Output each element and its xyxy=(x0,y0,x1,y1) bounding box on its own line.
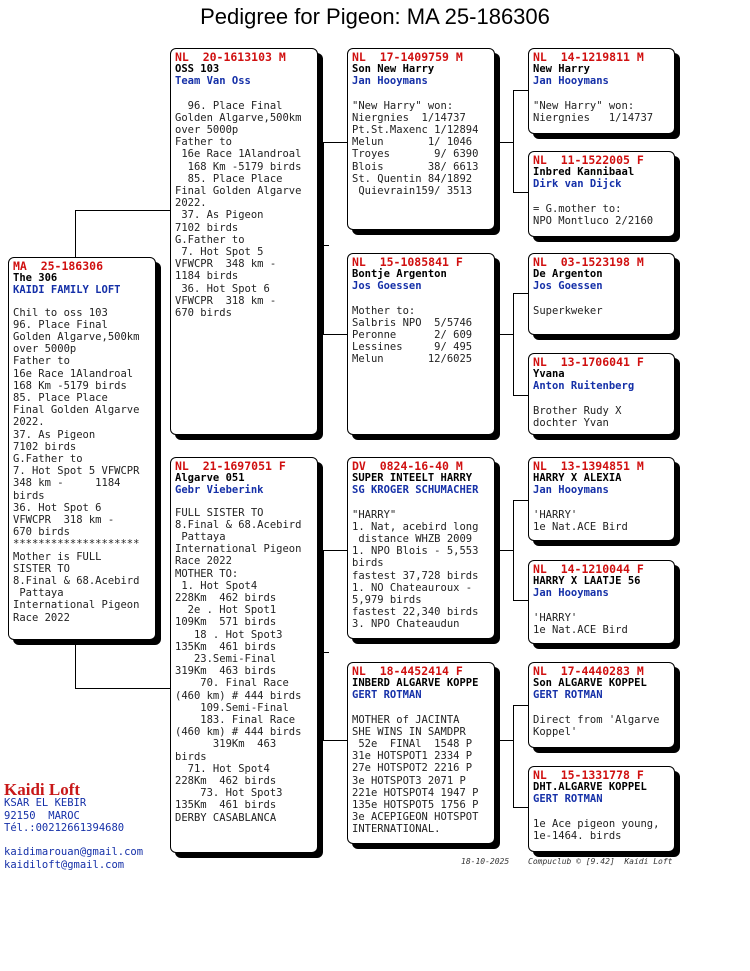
great-grandparent-ff-card[interactable] xyxy=(528,48,675,134)
ring-number: MA 25-186306 xyxy=(13,259,104,273)
connector-line xyxy=(323,334,348,335)
great-grandparent-mfm-card[interactable] xyxy=(528,560,675,644)
owner-name: Jan Hooymans xyxy=(352,75,428,88)
owner-name: GERT ROTMAN xyxy=(352,689,422,702)
owner-name: SG KROGER SCHUMACHER xyxy=(352,484,479,497)
pigeon-name: Son ALGARVE KOPPEL xyxy=(533,677,647,690)
owner-name: KAIDI FAMILY LOFT xyxy=(13,284,121,297)
pigeon-name: Inbred Kannibaal xyxy=(533,166,635,179)
maternal-grandmother-card[interactable] xyxy=(347,662,495,844)
great-grandparent-mff-card[interactable] xyxy=(528,457,675,541)
pigeon-notes: "New Harry" won: Niergnies 1/14737 xyxy=(533,99,654,124)
connector-line xyxy=(75,688,172,689)
connector-line xyxy=(513,705,528,706)
ring-number: NL 15-1331778 F xyxy=(533,768,644,782)
ring-number: NL 11-1522005 F xyxy=(533,153,644,167)
connector-line xyxy=(498,334,513,335)
father-pigeon-card[interactable] xyxy=(170,48,318,435)
software-credit: Compuclub © [9.42] Kaidi Loft xyxy=(528,857,673,866)
owner-name: GERT ROTMAN xyxy=(533,689,603,702)
great-grandparent-mmf-card[interactable] xyxy=(528,662,675,748)
pigeon-notes: = G.mother to: NPO Montluco 2/2160 xyxy=(533,202,654,227)
ring-number: NL 18-4452414 F xyxy=(352,664,463,678)
ring-number: NL 17-4440283 M xyxy=(533,664,644,678)
pigeon-notes: FULL SISTER TO 8.Final & 68.Acebird Pattaya International Pigeon Race 2022 MOTHER TO: 1. Hot Spot4 228Km 462 birds 2e . Hot Spot1 109Km 571 birds 18 . Hot Spot3 135Km 461 birds 23.Semi-Final 319Km 463 birds 70. Final Race (460 km) # 444 birds 109.Semi-Final 183. Final Race (460 km) # 444 birds 319Km 463 birds 71. Hot Spot4 228Km 462 birds 73. Hot Spot3 135Km 461 birds DERBY CASABLANCA xyxy=(175,506,302,824)
owner-name: Jan Hooymans xyxy=(533,484,609,497)
pigeon-notes: Direct from 'Algarve Koppel' xyxy=(533,713,660,738)
connector-line xyxy=(513,90,514,192)
pigeon-name: HARRY X ALEXIA xyxy=(533,472,622,485)
connector-line xyxy=(75,638,76,688)
owner-name: Gebr Vieberink xyxy=(175,484,264,497)
owner-name: Jos Goessen xyxy=(533,280,603,293)
owner-name: Team Van Oss xyxy=(175,75,251,88)
pigeon-name: De Argenton xyxy=(533,268,603,281)
connector-line xyxy=(513,293,514,395)
pigeon-name: New Harry xyxy=(533,63,590,76)
connector-line xyxy=(323,652,329,653)
pigeon-notes: Chil to oss 103 96. Place Final Golden Algarve,500km over 5000p Father to 16e Race 1Alandroal 168 Km -5179 birds 85. Place Place Final Golden Algarve 2022. 37. As Pigeon 7102 birds G.Father to 7. Hot Spot 5 VFWCPR 348 km - 1184 birds 36. Hot Spot 6 VFWCPR 318 km - 670 birds ******************** Mother is FULL SISTER TO 8.Final & 68.Acebird Pattaya International Pigeon Race 2022 xyxy=(13,306,140,624)
pigeon-notes: Superkweker xyxy=(533,304,603,317)
pigeon-name: OSS 103 xyxy=(175,63,220,76)
ring-number: NL 14-1210044 F xyxy=(533,562,644,576)
connector-line xyxy=(75,210,172,211)
pigeon-name: HARRY X LAATJE 56 xyxy=(533,575,641,588)
connector-line xyxy=(498,142,513,143)
owner-name: Jan Hooymans xyxy=(533,75,609,88)
mother-pigeon-card[interactable] xyxy=(170,457,318,853)
connector-line xyxy=(513,90,528,91)
connector-line xyxy=(323,142,324,334)
connector-line xyxy=(513,500,528,501)
connector-line xyxy=(513,705,514,807)
ring-number: NL 03-1523198 M xyxy=(533,255,644,269)
pigeon-notes: "HARRY" 1. Nat, acebird long distance WHZB 2009 1. NPO Blois - 5,553 birds fastest 37,728 birds 1. NO Chateauroux - 5,979 birds fastest 22,340 birds 3. NPO Chateaudun xyxy=(352,508,479,631)
print-date: 18-10-2025 xyxy=(461,857,510,866)
connector-line xyxy=(323,245,329,246)
connector-line xyxy=(323,142,348,143)
pigeon-notes: 'HARRY' 1e Nat.ACE Bird xyxy=(533,508,628,533)
loft-emails[interactable]: kaidimarouan@gmail.com kaidiloft@gmail.com xyxy=(4,846,144,871)
subject-pigeon-card[interactable] xyxy=(8,257,156,640)
connector-line xyxy=(513,600,528,601)
owner-name: GERT ROTMAN xyxy=(533,793,603,806)
owner-name: Jos Goessen xyxy=(352,280,422,293)
paternal-grandmother-card[interactable] xyxy=(347,253,495,435)
ring-number: NL 15-1085841 F xyxy=(352,255,463,269)
pigeon-notes: Mother to: Salbris NPO 5/5746 Peronne 2/ 609 Lessines 9/ 495 Melun 12/6025 xyxy=(352,304,473,366)
connector-line xyxy=(498,740,513,741)
connector-line xyxy=(498,550,513,551)
pigeon-name: INBERD ALGARVE KOPPE xyxy=(352,677,479,690)
connector-line xyxy=(323,740,348,741)
loft-address: KSAR EL KEBIR 92150 MAROC Tél.:00212661394680 xyxy=(4,797,125,834)
pigeon-name: Yvana xyxy=(533,368,565,381)
pigeon-notes: Brother Rudy X dochter Yvan xyxy=(533,404,622,429)
great-grandparent-fm-card[interactable] xyxy=(528,151,675,237)
connector-line xyxy=(513,192,528,193)
owner-name: Anton Ruitenberg xyxy=(533,380,635,393)
pigeon-notes: 96. Place Final Golden Algarve,500km over 5000p Father to 16e Race 1Alandroal 168 Km -5179 birds 85. Place Place Final Golden Algarve 2022. 37. As Pigeon 7102 birds G.Father to 7. Hot Spot 5 VFWCPR 348 km - 1184 birds 36. Hot Spot 6 VFWCPR 318 km - 670 birds xyxy=(175,99,302,320)
pigeon-name: Algarve 051 xyxy=(175,472,245,485)
pigeon-notes: 'HARRY' 1e Nat.ACE Bird xyxy=(533,611,628,636)
connector-line xyxy=(323,550,348,551)
connector-line xyxy=(75,210,76,258)
pigeon-name: Son New Harry xyxy=(352,63,435,76)
loft-name: Kaidi Loft xyxy=(4,780,81,799)
ring-number: NL 21-1697051 F xyxy=(175,459,286,473)
ring-number: NL 20-1613103 M xyxy=(175,50,286,64)
page-title: Pedigree for Pigeon: MA 25-186306 xyxy=(200,4,550,29)
ring-number: NL 17-1409759 M xyxy=(352,50,463,64)
ring-number: DV 0824-16-40 M xyxy=(352,459,463,473)
ring-number: NL 14-1219811 M xyxy=(533,50,644,64)
pigeon-name: SUPER INTEELT HARRY xyxy=(352,472,473,485)
connector-line xyxy=(513,500,514,600)
connector-line xyxy=(513,293,528,294)
connector-line xyxy=(513,807,528,808)
owner-name: Jan Hooymans xyxy=(533,587,609,600)
connector-line xyxy=(323,550,324,740)
pigeon-name: DHT.ALGARVE KOPPEL xyxy=(533,781,647,794)
ring-number: NL 13-1394851 M xyxy=(533,459,644,473)
maternal-grandfather-card[interactable] xyxy=(347,457,495,639)
paternal-grandfather-card[interactable] xyxy=(347,48,495,230)
pigeon-name: Bontje Argenton xyxy=(352,268,447,281)
great-grandparent-mf-card[interactable] xyxy=(528,253,675,335)
connector-line xyxy=(513,395,528,396)
ring-number: NL 13-1706041 F xyxy=(533,355,644,369)
pigeon-notes: 1e Ace pigeon young, 1e-1464. birds xyxy=(533,817,660,842)
pigeon-name: The 306 xyxy=(13,272,58,285)
great-grandparent-mm-card[interactable] xyxy=(528,353,675,435)
owner-name: Dirk van Dijck xyxy=(533,178,622,191)
pigeon-notes: MOTHER of JACINTA SHE WINS IN SAMDPR 52e FINAl 1548 P 31e HOTSPOT1 2334 P 27e HOTSPOT2 2216 P 3e HOTSPOT3 2071 P 221e HOTSPOT4 1947 P 135e HOTSPOT5 1756 P 3e ACEPIGEON HOTSPOT INTERNATIONAL. xyxy=(352,713,479,836)
great-grandparent-mmm-card[interactable] xyxy=(528,766,675,852)
pigeon-notes: "New Harry" won: Niergnies 1/14737 Pt.St.Maxenc 1/12894 Melun 1/ 1046 Troyes 9/ 6390 Blois 38/ 6613 St. Quentin 84/1892 Quievrain159/ 3513 xyxy=(352,99,479,198)
